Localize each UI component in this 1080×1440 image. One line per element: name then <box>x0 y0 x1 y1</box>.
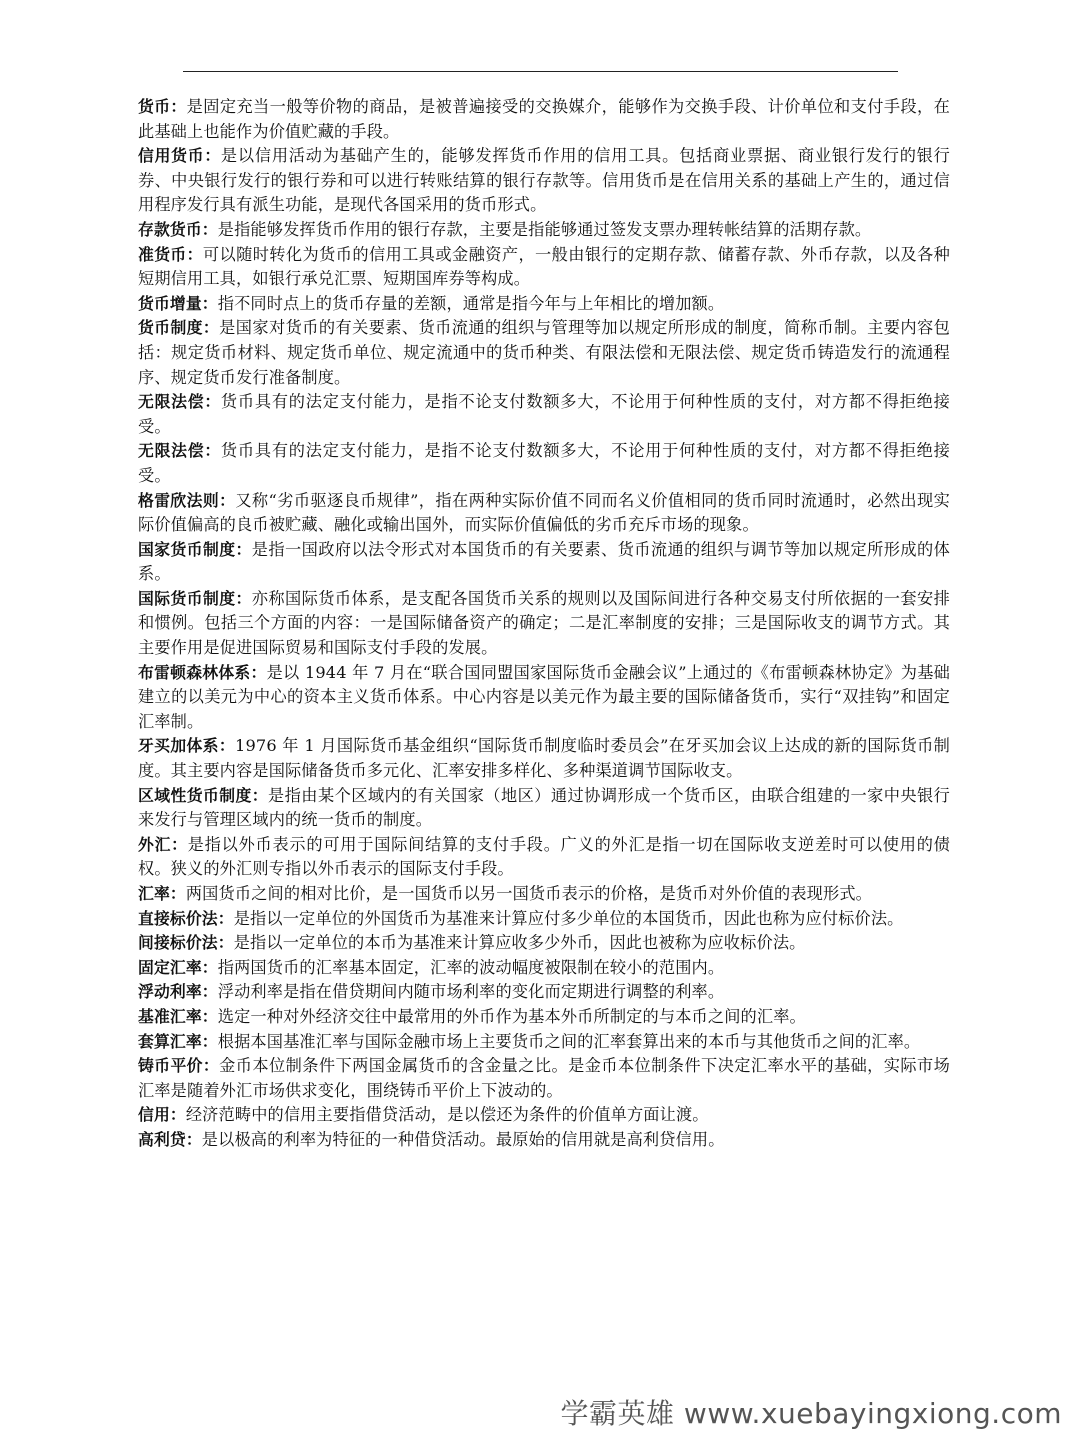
entry-term: 套算汇率： <box>138 1031 218 1051</box>
entry-definition: 货币具有的法定支付能力，是指不论支付数额多大，不论用于何种性质的支付，对方都不得拒绝接受。 <box>138 392 950 436</box>
glossary-entry <box>138 931 950 956</box>
entry-definition: 两国货币之间的相对比价，是一国货币以另一国货币表示的价格，是货币对外价值的表现形式。 <box>185 884 873 903</box>
entry-definition: 指不同时点上的货币存量的差额，通常是指今年与上年相比的增加额。 <box>217 293 725 313</box>
entry-definition: 经济范畴中的信用主要指借贷活动，是以偿还为条件的价值单方面让渡。 <box>185 1105 709 1125</box>
glossary-entry <box>138 587 950 661</box>
entry-definition: 是固定充当一般等价物的商品，是被普遍接受的交换媒介，能够作为交换手段、计价单位和支付手段，在此基础上也能作为价值贮藏的手段。 <box>138 97 950 141</box>
entry-definition: 货币具有的法定支付能力，是指不论支付数额多大，不论用于何种性质的支付，对方都不得拒绝接受。 <box>138 441 950 485</box>
glossary-entry <box>138 390 950 439</box>
glossary-entry <box>138 95 950 144</box>
glossary-entry <box>138 1030 950 1055</box>
glossary-content <box>138 95 950 1153</box>
glossary-entry <box>138 661 950 735</box>
glossary-entry <box>138 243 950 292</box>
entry-definition: 指两国货币的汇率基本固定，汇率的波动幅度被限制在较小的范围内。 <box>217 957 725 977</box>
entry-term: 无限法偿： <box>138 392 221 412</box>
entry-term: 国家货币制度： <box>138 539 252 559</box>
entry-definition: 1976 年 1 月国际货币基金组织“国际货币制度临时委员会”在牙买加会议上达成的新的国际货币制度。其主要内容是国际储备货币多元化、汇率安排多样化、多种渠道调节国际收支。 <box>138 736 950 781</box>
site-watermark: 学霸英雄 www.xuebayingxiong.com <box>560 1397 1062 1430</box>
entry-definition: 选定一种对外经济交往中最常用的外币作为基本外币所制定的与本币之间的汇率。 <box>217 1006 806 1026</box>
glossary-entry <box>138 784 950 833</box>
glossary-entry <box>138 218 950 243</box>
glossary-entry <box>138 1005 950 1030</box>
entry-term: 铸币平价： <box>138 1056 220 1076</box>
entry-term: 货币增量： <box>138 293 218 313</box>
entry-term: 直接标价法： <box>138 908 234 928</box>
entry-term: 无限法偿： <box>138 441 221 461</box>
entry-term: 高利贷： <box>138 1129 202 1149</box>
entry-term: 国际货币制度： <box>138 588 252 608</box>
entry-term: 货币： <box>138 97 187 116</box>
glossary-entry <box>138 980 950 1005</box>
entry-term: 基准汇率： <box>138 1006 218 1026</box>
entry-definition: 是指能够发挥货币作用的银行存款，主要是指能够通过签发支票办理转帐结算的活期存款。 <box>217 219 872 239</box>
entry-definition: 是指以外币表示的可用于国际间结算的支付手段。广义的外汇是指一切在国际收支逆差时可以使用的债权。狭义的外汇则专指以外币表示的国际支付手段。 <box>138 834 951 879</box>
glossary-entry <box>138 1103 950 1128</box>
glossary-entry <box>138 538 950 587</box>
entry-definition: 又称“劣币驱逐良币规律”，指在两种实际价值不同而名义价值相同的货币同时流通时，必然出现实际价值偏高的良币被贮藏、融化或输出国外，而实际价值偏低的劣币充斥市场的现象。 <box>138 490 950 535</box>
entry-definition: 是以信用活动为基础产生的，能够发挥货币作用的信用工具。包括商业票据、商业银行发行的银行券、中央银行发行的银行券和可以进行转账结算的银行存款等。信用货币是在信用关系的基础上产生的，通过信用程序发行具有派生功能，是现代各国采用的货币形式。 <box>138 146 950 215</box>
glossary-entry <box>138 734 950 783</box>
entry-term: 格雷欣法则： <box>138 490 236 510</box>
entry-term: 准货币： <box>138 244 203 264</box>
glossary-entry <box>138 292 950 317</box>
entry-definition: 亦称国际货币体系，是支配各国货币关系的规则以及国际间进行各种交易支付所依据的一套安排和惯例。包括三个方面的内容：一是国际储备资产的确定；二是汇率制度的安排；三是国际收支的调节方式。其主要作用是促进国际贸易和国际支付手段的发展。 <box>138 588 950 658</box>
glossary-entry <box>138 439 950 488</box>
glossary-entry <box>138 144 950 218</box>
entry-definition: 是以 1944 年 7 月在“联合国同盟国家国际货币金融会议”上通过的《布雷顿森林协定》为基础建立的以美元为中心的资本主义货币体系。中心内容是以美元作为最主要的国际储备货币，实行“双挂钩”和固定汇率制。 <box>138 662 950 731</box>
entry-term: 间接标价法： <box>138 933 234 953</box>
entry-definition: 是指以一定单位的外国货币为基准来计算应付多少单位的本国货币，因此也称为应付标价法。 <box>233 908 904 928</box>
entry-definition: 是国家对货币的有关要素、货币流通的组织与管理等加以规定所形成的制度，简称币制。主要内容包括：规定货币材料、规定货币单位、规定流通中的货币种类、有限法偿和无限法偿、规定货币铸造发行的流通程序、规定货币发行准备制度。 <box>138 318 950 387</box>
entry-definition: 是指以一定单位的本币为基准来计算应收多少外币，因此也被称为应收标价法。 <box>233 933 806 953</box>
entry-definition: 是以极高的利率为特征的一种借贷活动。最原始的信用就是高利贷信用。 <box>201 1129 725 1149</box>
entry-term: 信用货币： <box>138 146 221 166</box>
glossary-entry <box>138 1054 950 1103</box>
entry-definition: 是指一国政府以法令形式对本国货币的有关要素、货币流通的组织与调节等加以规定所形成的体系。 <box>138 539 950 584</box>
entry-term: 牙买加体系： <box>138 736 235 756</box>
entry-term: 货币制度： <box>138 318 220 338</box>
entry-term: 外汇： <box>138 834 188 854</box>
entry-term: 汇率： <box>138 884 186 903</box>
entry-term: 区域性货币制度： <box>138 785 269 805</box>
entry-term: 存款货币： <box>138 219 218 239</box>
glossary-entry <box>138 907 950 932</box>
glossary-entry <box>138 882 950 907</box>
entry-definition: 浮动利率是指在借贷期间内随市场利率的变化而定期进行调整的利率。 <box>217 982 725 1002</box>
glossary-entry <box>138 833 950 882</box>
glossary-entry <box>138 1128 950 1153</box>
entry-term: 信用： <box>138 1105 186 1125</box>
entry-definition: 可以随时转化为货币的信用工具或金融资产，一般由银行的定期存款、储蓄存款、外币存款，以及各种短期信用工具，如银行承兑汇票、短期国库券等构成。 <box>138 244 950 289</box>
glossary-entry <box>138 489 950 538</box>
entry-definition: 金币本位制条件下两国金属货币的含金量之比。是金币本位制条件下决定汇率水平的基础，实际市场汇率是随着外汇市场供求变化，围绕铸币平价上下波动的。 <box>138 1056 950 1100</box>
entry-term: 固定汇率： <box>138 957 218 977</box>
glossary-entry <box>138 316 950 390</box>
entry-term: 布雷顿森林体系： <box>138 662 267 682</box>
entry-term: 浮动利率： <box>138 982 218 1002</box>
header-rule <box>183 71 898 72</box>
entry-definition: 是指由某个区域内的有关国家（地区）通过协调形成一个货币区，由联合组建的一家中央银行来发行与管理区域内的统一货币的制度。 <box>138 785 950 830</box>
entry-definition: 根据本国基准汇率与国际金融市场上主要货币之间的汇率套算出来的本币与其他货币之间的汇率。 <box>217 1031 921 1051</box>
glossary-entry <box>138 956 950 981</box>
